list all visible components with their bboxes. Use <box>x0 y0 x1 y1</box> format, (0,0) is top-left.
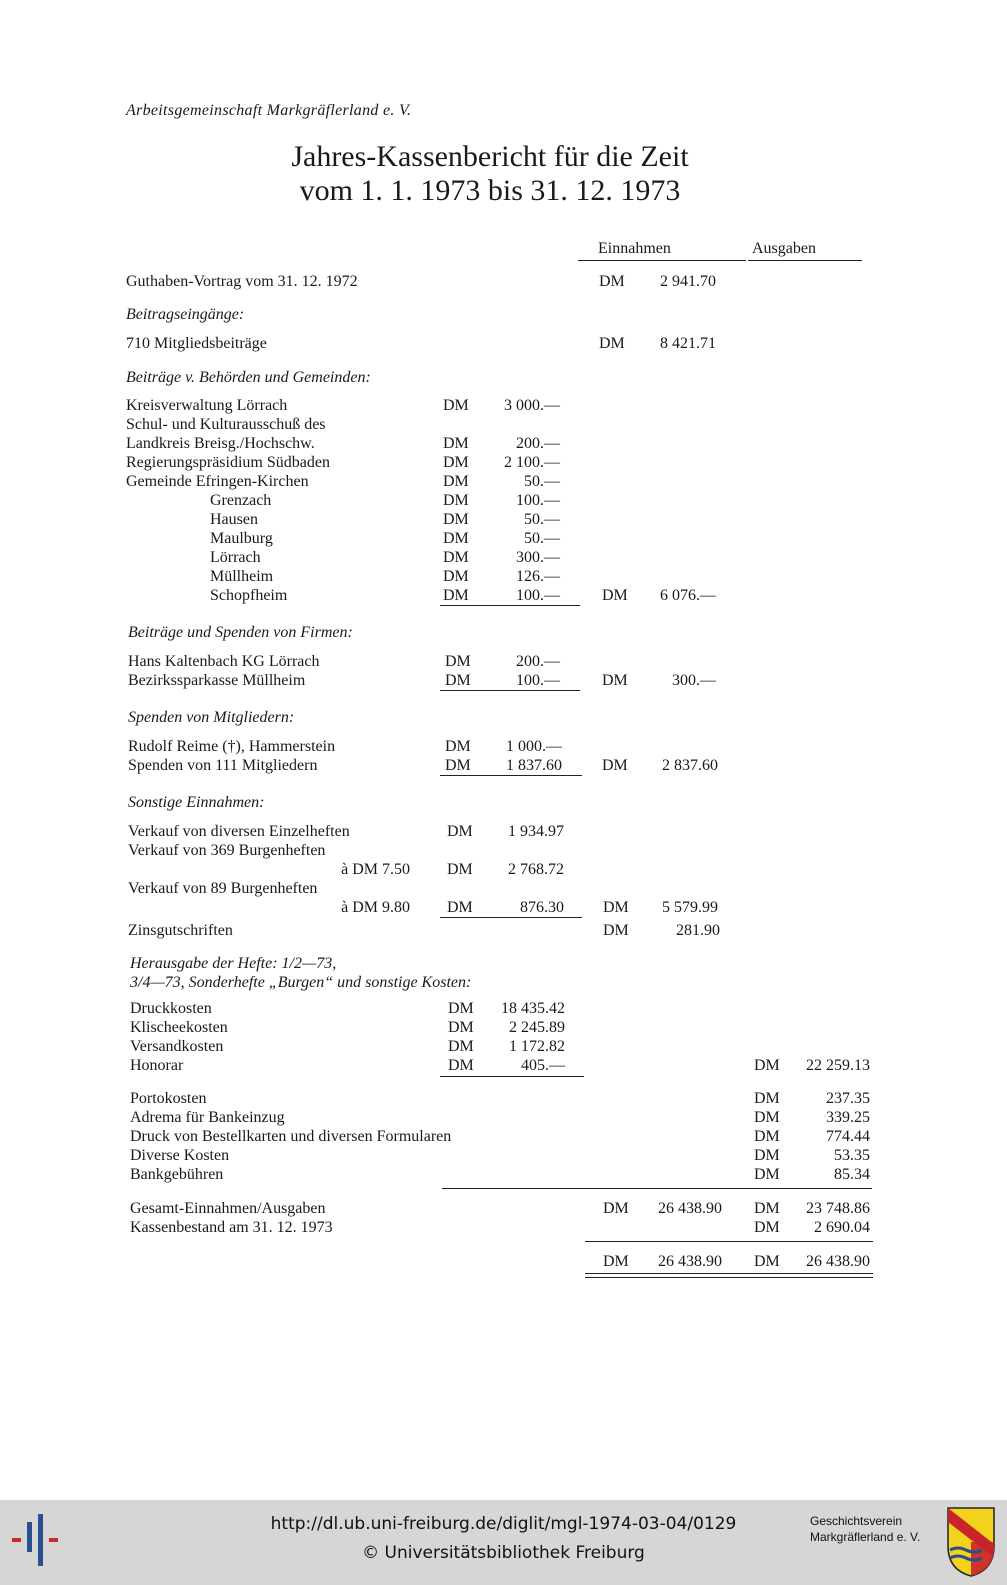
other-income-row-currency: DM <box>447 823 473 840</box>
firms-total-currency: DM <box>602 672 628 689</box>
report-title-line-1: Jahres-Kassenbericht für die Zeit <box>291 140 689 173</box>
expenses-heading-rule <box>748 260 862 261</box>
grand-total-expenses-amount: 26 438.90 <box>806 1253 870 1270</box>
authority-row-amount: 100.— <box>516 587 560 604</box>
grand-total-double-rule-1 <box>585 1273 873 1274</box>
report-title-line-2: vom 1. 1. 1973 bis 31. 12. 1973 <box>299 174 681 207</box>
donation-row-label: Rudolf Reime (†), Hammerstein <box>128 738 336 755</box>
income-heading-rule <box>578 260 746 261</box>
grand-total-top-rule <box>585 1241 873 1242</box>
copyright-notice: © Universitätsbibliothek Freiburg <box>362 1543 645 1563</box>
total-income-amount: 26 438.90 <box>658 1200 722 1217</box>
interest-amount: 281.90 <box>676 922 720 939</box>
firm-row-currency: DM <box>445 653 471 670</box>
membership-fees-amount: 8 421.71 <box>660 335 716 352</box>
expense-row-amount: 85.34 <box>834 1166 870 1183</box>
authority-row-amount: 50.— <box>524 511 560 528</box>
expense-row-amount: 339.25 <box>826 1109 870 1126</box>
authority-row-label: Regierungspräsidium Südbaden <box>126 454 330 471</box>
expense-row-label: Diverse Kosten <box>130 1147 230 1164</box>
expense-row-label: Portokosten <box>130 1090 207 1107</box>
authority-row-currency: DM <box>443 473 469 490</box>
total-expenses-currency: DM <box>754 1200 780 1217</box>
section-heading-other-income: Sonstige Einnahmen: <box>128 794 265 811</box>
authority-row-currency: DM <box>443 397 469 414</box>
authority-row-currency: DM <box>443 549 469 566</box>
carry-forward-currency: DM <box>599 273 625 290</box>
authority-row-label: Gemeinde Efringen-Kirchen <box>126 473 309 490</box>
expense-row-amount: 53.35 <box>834 1147 870 1164</box>
interest-currency: DM <box>603 922 629 939</box>
publication-cost-label: Klischeekosten <box>130 1019 228 1036</box>
interest-label: Zinsgutschriften <box>128 922 233 939</box>
grand-total-double-rule-2 <box>585 1277 873 1278</box>
document-url[interactable]: http://dl.ub.uni-freiburg.de/diglit/mgl-1974-03-04/0129 <box>270 1514 737 1534</box>
closing-balance-label: Kassenbestand am 31. 12. 1973 <box>130 1219 333 1236</box>
membership-fees-label: 710 Mitgliedsbeiträge <box>126 335 267 352</box>
other-income-row-label: à DM 7.50 <box>341 861 410 878</box>
coat-of-arms-icon <box>946 1506 996 1578</box>
section-heading-publications-line-2: 3/4—73, Sonderhefte „Burgen“ und sonstige Kosten: <box>130 974 472 991</box>
authority-row-amount: 126.— <box>516 568 560 585</box>
firm-row-currency: DM <box>445 672 471 689</box>
other-income-total-currency: DM <box>603 899 629 916</box>
authority-row-currency: DM <box>443 435 469 452</box>
society-header: Arbeitsgemeinschaft Markgräflerland e. V. <box>126 102 412 119</box>
authority-row-currency: DM <box>443 454 469 471</box>
authority-row-amount: 200.— <box>516 435 560 452</box>
total-income-currency: DM <box>603 1200 629 1217</box>
other-income-row-label: Verkauf von 89 Burgenheften <box>128 880 318 897</box>
total-expenses-amount: 23 748.86 <box>806 1200 870 1217</box>
authority-row-label: Müllheim <box>210 568 274 585</box>
authority-row-currency: DM <box>443 511 469 528</box>
expense-row-currency: DM <box>754 1128 780 1145</box>
authority-row-amount: 100.— <box>516 492 560 509</box>
authority-row-label: Kreisverwaltung Lörrach <box>126 397 288 414</box>
publication-cost-amount: 2 245.89 <box>509 1019 565 1036</box>
authority-row-amount: 300.— <box>516 549 560 566</box>
membership-fees-currency: DM <box>599 335 625 352</box>
authority-row-label: Lörrach <box>210 549 261 566</box>
expense-row-label: Adrema für Bankeinzug <box>130 1109 285 1126</box>
closing-balance-amount: 2 690.04 <box>814 1219 870 1236</box>
publication-cost-amount: 405.— <box>521 1057 565 1074</box>
other-income-subtotal-rule <box>440 917 582 918</box>
authority-row-amount: 2 100.— <box>504 454 560 471</box>
authority-row-label: Landkreis Breisg./Hochschw. <box>126 435 315 452</box>
firms-total-amount: 300.— <box>672 672 716 689</box>
other-income-row-amount: 1 934.97 <box>508 823 564 840</box>
other-income-row-label: Verkauf von diversen Einzelheften <box>128 823 350 840</box>
column-heading-expenses: Ausgaben <box>752 240 816 257</box>
expense-row-currency: DM <box>754 1166 780 1183</box>
carry-forward-amount: 2 941.70 <box>660 273 716 290</box>
section-heading-firms: Beiträge und Spenden von Firmen: <box>128 624 353 641</box>
authority-row-label: Hausen <box>210 511 258 528</box>
donations-total-amount: 2 837.60 <box>662 757 718 774</box>
other-income-row-label: à DM 9.80 <box>341 899 410 916</box>
section-heading-authorities: Beiträge v. Behörden und Gemeinden: <box>126 369 371 386</box>
expense-row-label: Bankgebühren <box>130 1166 224 1183</box>
donations-subtotal-rule <box>440 775 582 776</box>
donation-row-amount: 1 837.60 <box>506 757 562 774</box>
grand-total-income-amount: 26 438.90 <box>658 1253 722 1270</box>
carry-forward-label: Guthaben-Vortrag vom 31. 12. 1972 <box>126 273 358 290</box>
other-income-row-amount: 2 768.72 <box>508 861 564 878</box>
authority-row-currency: DM <box>443 492 469 509</box>
donation-row-currency: DM <box>445 738 471 755</box>
expense-row-amount: 237.35 <box>826 1090 870 1107</box>
publication-cost-currency: DM <box>448 1038 474 1055</box>
expense-row-currency: DM <box>754 1147 780 1164</box>
authority-row-amount: 50.— <box>524 530 560 547</box>
authority-row-currency: DM <box>443 587 469 604</box>
publication-cost-currency: DM <box>448 1019 474 1036</box>
totals-label: Gesamt-Einnahmen/Ausgaben <box>130 1200 326 1217</box>
grand-total-income-currency: DM <box>603 1253 629 1270</box>
firms-subtotal-rule <box>440 690 580 691</box>
section-heading-publications-line-1: Herausgabe der Hefte: 1/2—73, <box>130 955 337 972</box>
publication-cost-label: Druckkosten <box>130 1000 212 1017</box>
firm-row-label: Hans Kaltenbach KG Lörrach <box>128 653 320 670</box>
donation-row-label: Spenden von 111 Mitgliedern <box>128 757 318 774</box>
authority-row-amount: 50.— <box>524 473 560 490</box>
other-income-row-label: Verkauf von 369 Burgenheften <box>128 842 326 859</box>
publication-cost-label: Honorar <box>130 1057 184 1074</box>
authority-row-currency: DM <box>443 530 469 547</box>
expense-row-amount: 774.44 <box>826 1128 870 1145</box>
other-income-row-currency: DM <box>447 861 473 878</box>
association-name <box>810 1513 920 1545</box>
publication-cost-currency: DM <box>448 1000 474 1017</box>
firm-row-amount: 100.— <box>516 672 560 689</box>
authority-row-currency: DM <box>443 568 469 585</box>
firm-row-amount: 200.— <box>516 653 560 670</box>
expense-row-currency: DM <box>754 1090 780 1107</box>
publications-total-amount: 22 259.13 <box>806 1057 870 1074</box>
donation-row-amount: 1 000.— <box>506 738 562 755</box>
expenses-total-rule <box>442 1188 872 1189</box>
authorities-total-amount: 6 076.— <box>660 587 716 604</box>
publication-cost-currency: DM <box>448 1057 474 1074</box>
section-heading-membership-fees: Beitragseingänge: <box>126 306 245 323</box>
firm-row-label: Bezirkssparkasse Müllheim <box>128 672 306 689</box>
section-heading-donations: Spenden von Mitgliedern: <box>128 709 295 726</box>
authorities-total-currency: DM <box>602 587 628 604</box>
grand-total-expenses-currency: DM <box>754 1253 780 1270</box>
other-income-total-amount: 5 579.99 <box>662 899 718 916</box>
publications-total-currency: DM <box>754 1057 780 1074</box>
association-name-line-2: Markgräflerland e. V. <box>810 1530 921 1544</box>
donations-total-currency: DM <box>602 757 628 774</box>
publication-cost-amount: 18 435.42 <box>501 1000 565 1017</box>
authorities-subtotal-rule <box>440 605 580 606</box>
donation-row-currency: DM <box>445 757 471 774</box>
publication-cost-amount: 1 172.82 <box>509 1038 565 1055</box>
closing-balance-currency: DM <box>754 1219 780 1236</box>
other-income-row-currency: DM <box>447 899 473 916</box>
publications-subtotal-rule <box>440 1076 584 1077</box>
authority-row-label: Maulburg <box>210 530 273 547</box>
other-income-row-amount: 876.30 <box>520 899 564 916</box>
column-heading-income: Einnahmen <box>598 240 671 257</box>
expense-row-label: Druck von Bestellkarten und diversen Formularen <box>130 1128 452 1145</box>
authority-row-label: Grenzach <box>210 492 272 509</box>
expense-row-currency: DM <box>754 1109 780 1126</box>
authority-row-label: Schopfheim <box>210 587 288 604</box>
publication-cost-label: Versandkosten <box>130 1038 224 1055</box>
authority-row-amount: 3 000.— <box>504 397 560 414</box>
authority-row-label: Schul- und Kulturausschuß des <box>126 416 326 433</box>
association-name-line-1: Geschichtsverein <box>810 1514 903 1528</box>
